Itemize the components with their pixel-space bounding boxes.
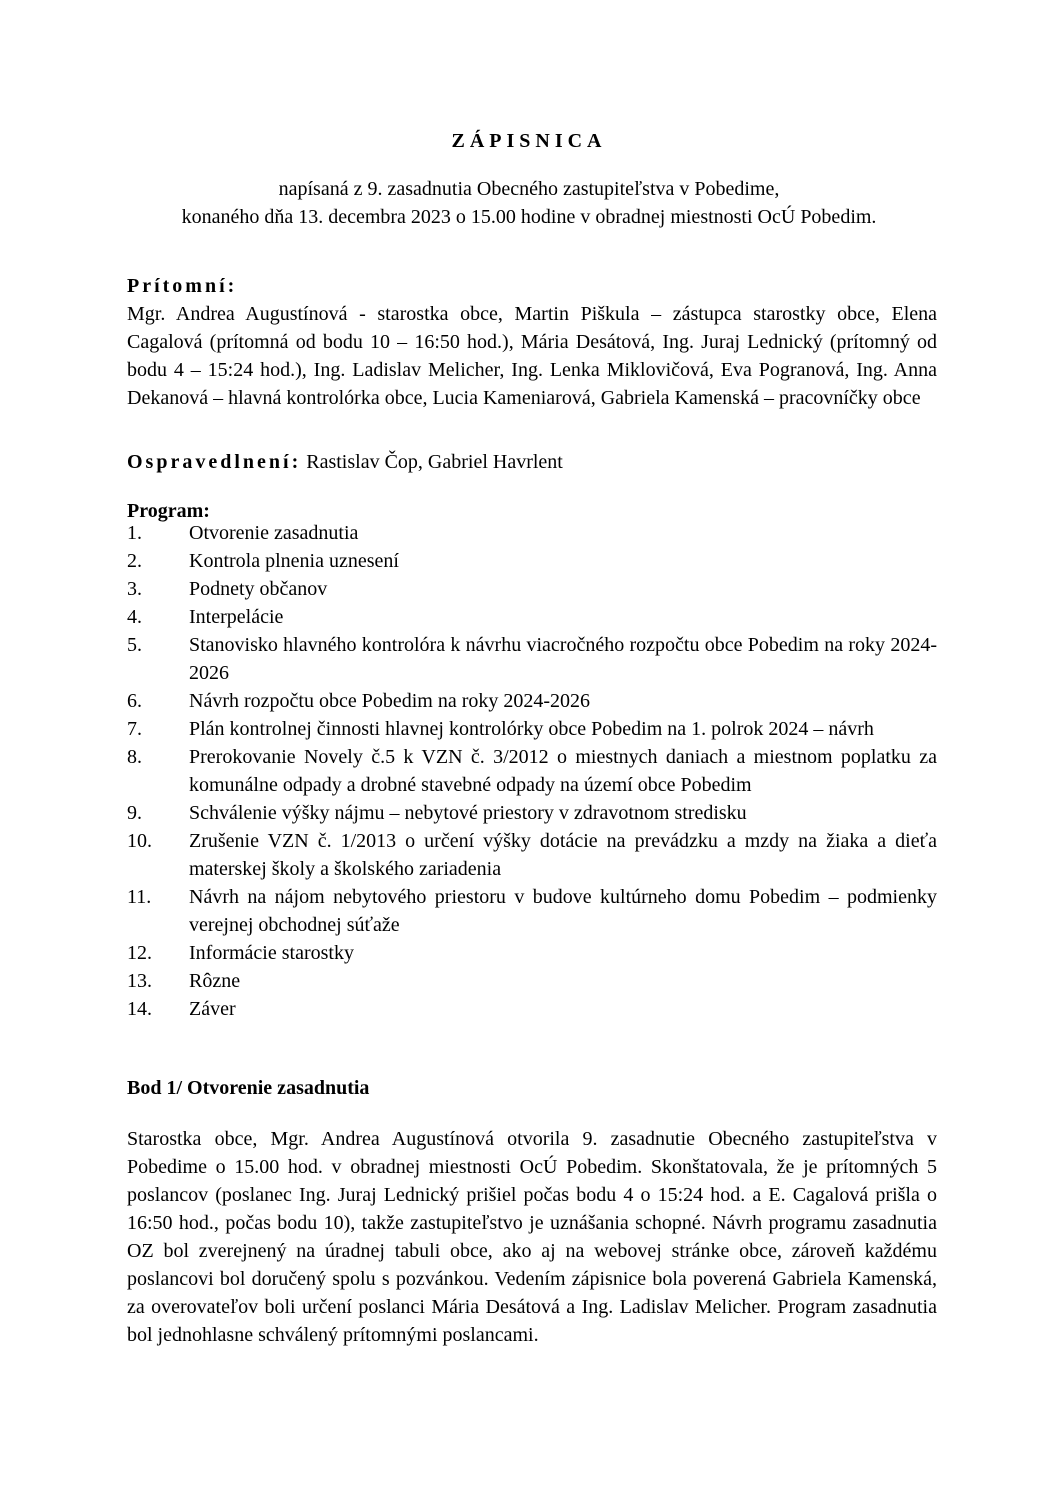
program-item-text: Návrh rozpočtu obce Pobedim na roky 2024-2026 xyxy=(189,690,591,712)
program-item-text: Návrh na nájom nebytového priestoru v budove kultúrneho domu Pobedim – podmienky verejnej obchodnej súťaže xyxy=(189,886,937,936)
excused-names: Rastislav Čop, Gabriel Havrlent xyxy=(301,451,563,473)
program-item-number: 12. xyxy=(127,942,152,964)
program-item-text: Informácie starostky xyxy=(189,942,354,964)
program-item-text: Plán kontrolnej činnosti hlavnej kontrolórky obce Pobedim na 1. polrok 2024 – návrh xyxy=(189,718,874,740)
program-item xyxy=(127,939,937,967)
program-item xyxy=(127,631,937,687)
program-item xyxy=(127,575,937,603)
program-item-number: 3. xyxy=(127,578,142,600)
program-item-number: 6. xyxy=(127,690,142,712)
program-item-number: 14. xyxy=(127,998,152,1020)
program-item-number: 1. xyxy=(127,522,142,544)
program-item-text: Podnety občanov xyxy=(189,578,328,600)
program-item-number: 5. xyxy=(127,634,142,656)
program-heading: Program: xyxy=(127,500,210,522)
program-item-text: Prerokovanie Novely č.5 k VZN č. 3/2012 o miestnych daniach a miestnom poplatku za komunálne odpady a drobné stavebné odpady na území obce Pobedim xyxy=(189,746,937,796)
document-title: ZÁPISNICA xyxy=(451,130,607,152)
program-item-text: Schválenie výšky nájmu – nebytové priestory v zdravotnom stredisku xyxy=(189,802,747,824)
program-item-text: Zrušenie VZN č. 1/2013 o určení výšky dotácie na prevádzku a mzdy na žiaka a dieťa materskej školy a školského zariadenia xyxy=(189,830,937,880)
program-item xyxy=(127,967,937,995)
document-subtitle-line1: napísaná z 9. zasadnutia Obecného zastupiteľstva v Pobedime, xyxy=(278,178,780,200)
program-item-number: 11. xyxy=(127,886,152,908)
program-item-number: 8. xyxy=(127,746,142,768)
program-item xyxy=(127,827,937,883)
program-item-text: Kontrola plnenia uznesení xyxy=(189,550,399,572)
program-item xyxy=(127,519,937,547)
excused-label: Ospravedlnení: xyxy=(127,451,302,473)
program-item xyxy=(127,715,937,743)
program-list xyxy=(127,519,937,1023)
program-item-number: 9. xyxy=(127,802,142,824)
program-item-text: Interpelácie xyxy=(189,606,284,628)
program-item xyxy=(127,547,937,575)
program-item-number: 4. xyxy=(127,606,142,628)
program-item xyxy=(127,603,937,631)
program-item-number: 2. xyxy=(127,550,142,572)
program-item-number: 7. xyxy=(127,718,142,740)
document-subtitle-line2: konaného dňa 13. decembra 2023 o 15.00 hodine v obradnej miestnosti OcÚ Pobedim. xyxy=(181,206,877,228)
program-item xyxy=(127,995,937,1023)
present-label: Prítomní: xyxy=(127,275,238,297)
program-item xyxy=(127,687,937,715)
program-item-text: Otvorenie zasadnutia xyxy=(189,522,359,544)
program-item-text: Rôzne xyxy=(189,970,241,992)
program-item xyxy=(127,883,937,939)
section-heading-bod1: Bod 1/ Otvorenie zasadnutia xyxy=(127,1077,370,1099)
section-body-bod1: Starostka obce, Mgr. Andrea Augustínová otvorila 9. zasadnutie Obecného zastupiteľstva v Pobedime o 15.00 hod. v obradnej miestnosti OcÚ Pobedim. Skonštatovala, že je prítomných 5 poslancov (poslanec Ing. Juraj Lednický prišiel počas bodu 4 o 15:24 hod. a E. Cagalová prišla o 16:50 hod., počas bodu 10), takže zastupiteľstvo je uznášania schopné. Návrh programu zasadnutia OZ bol zverejnený na úradnej tabuli obce, ako aj na webovej stránke obce, zároveň každému poslancovi bol doručený spolu s pozvánkou. Vedením zápisnice bola poverená Gabriela Kamenská, za overovateľov boli určení poslanci Mária Desátová a Ing. Ladislav Melicher. Program zasadnutia bol jednohlasne schválený prítomnými poslancami. xyxy=(127,1128,937,1346)
program-item xyxy=(127,799,937,827)
excused-block xyxy=(127,448,937,476)
program-item xyxy=(127,743,937,799)
program-item-number: 13. xyxy=(127,970,152,992)
program-item-text: Stanovisko hlavného kontrolóra k návrhu viacročného rozpočtu obce Pobedim na roky 2024-2026 xyxy=(189,634,937,684)
present-list: Mgr. Andrea Augustínová - starostka obce, Martin Piškula – zástupca starostky obce, Elena Cagalová (prítomná od bodu 10 – 16:50 hod.), Mária Desátová, Ing. Juraj Lednický (prítomný od bodu 4 – 15:24 hod.), Ing. Ladislav Melicher, Ing. Lenka Miklovičová, Eva Pogranová, Ing. Anna Dekanová – hlavná kontrolórka obce, Lucia Kameniarová, Gabriela Kamenská – pracovníčky obce xyxy=(127,303,937,409)
program-item-number: 10. xyxy=(127,830,152,852)
program-item-text: Záver xyxy=(189,998,236,1020)
